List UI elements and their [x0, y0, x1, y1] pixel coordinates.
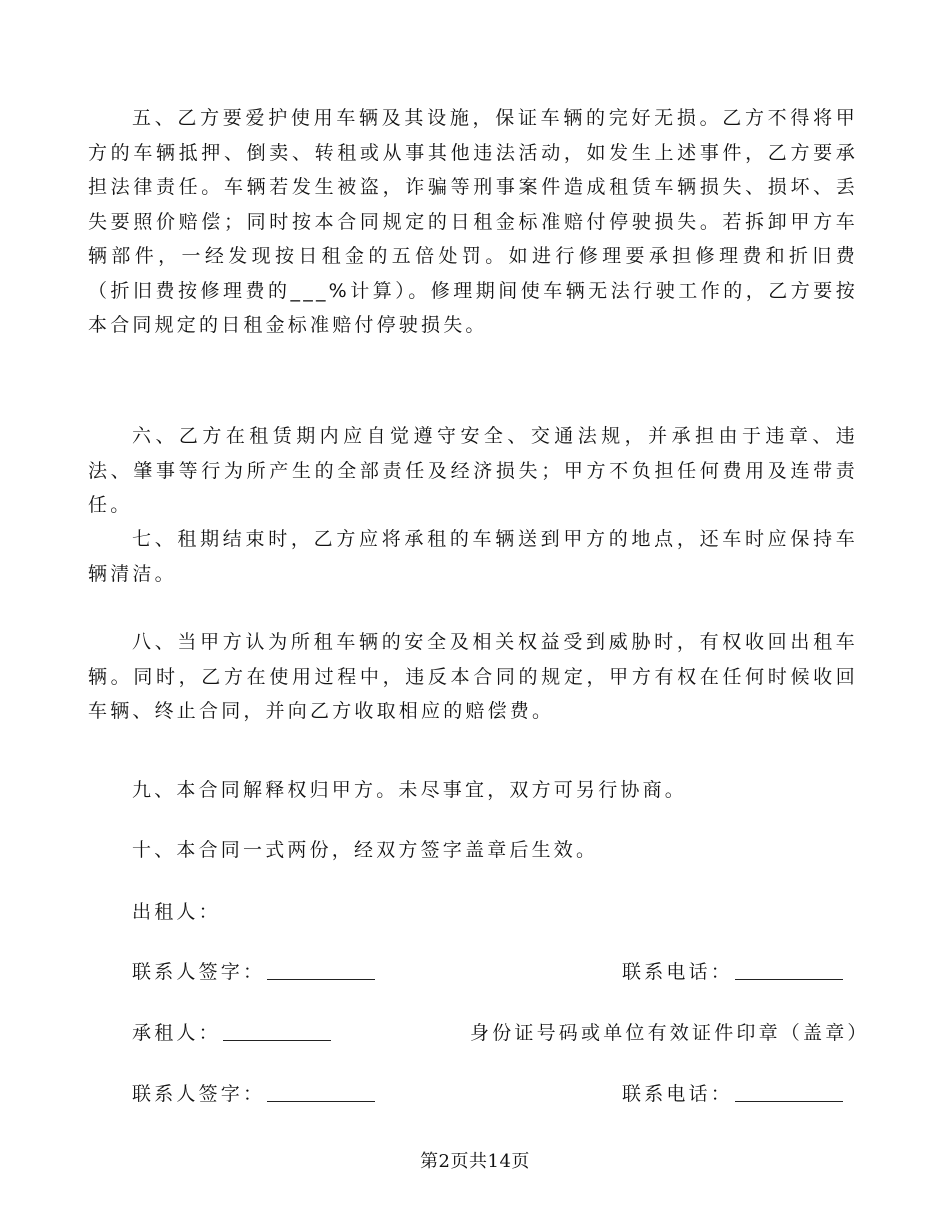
lessee-row	[132, 1021, 331, 1045]
contact-sign-blank[interactable]	[267, 961, 375, 980]
lessee-label: 承租人：	[132, 1022, 221, 1044]
contact-phone-label: 联系电话：	[622, 1083, 734, 1105]
clause-9: 九、本合同解释权归甲方。未尽事宜，双方可另行协商。	[132, 779, 688, 801]
contact-sign-row-1	[132, 960, 375, 984]
clause-8: 八、当甲方认为所租车辆的安全及相关权益受到威胁时，有权收回出租车辆。同时，乙方在使用过程中，违反本合同的规定，甲方有权在任何时候收回车辆、终止合同，并向乙方收取相应的赔偿费。	[88, 631, 858, 722]
lessee-blank[interactable]	[223, 1022, 331, 1041]
page-number: 第2页共14页	[420, 1151, 530, 1172]
clause-6: 六、乙方在租赁期内应自觉遵守安全、交通法规，并承担由于违章、违法、肇事等行为所产生的全部责任及经济损失；甲方不负担任何费用及连带责任。	[88, 425, 858, 516]
contact-phone-blank[interactable]	[735, 961, 843, 980]
contact-phone-label: 联系电话：	[622, 961, 734, 983]
contact-sign-row-2	[132, 1082, 375, 1106]
contact-sign-blank[interactable]	[267, 1083, 375, 1102]
contact-sign-label: 联系人签字：	[132, 961, 266, 983]
contact-phone-row-2	[622, 1082, 843, 1106]
clause-5: 五、乙方要爱护使用车辆及其设施，保证车辆的完好无损。乙方不得将甲方的车辆抵押、倒卖、转租或从事其他违法活动，如发生上述事件，乙方要承担法律责任。车辆若发生被盗，诈骗等刑事案件造成租赁车辆损失、损坏、丢失要照价赔偿；同时按本合同规定的日租金标准赔付停驶损失。若拆卸甲方车辆部件，一经发现按日租金的五倍处罚。如进行修理要承担修理费和折旧费（折旧费按修理费的___%计算）。修理期间使车辆无法行驶工作的，乙方要按本合同规定的日租金标准赔付停驶损失。	[88, 107, 858, 336]
contact-phone-row-1	[622, 960, 843, 984]
id-seal-label: 身份证号码或单位有效证件印章（盖章）	[470, 1022, 870, 1044]
clause-7: 七、租期结束时，乙方应将承租的车辆送到甲方的地点，还车时应保持车辆清洁。	[88, 528, 858, 585]
contact-phone-blank[interactable]	[735, 1083, 843, 1102]
contact-sign-label: 联系人签字：	[132, 1083, 266, 1105]
lessor-label: 出租人：	[132, 901, 221, 923]
clause-10: 十、本合同一式两份，经双方签字盖章后生效。	[132, 839, 599, 861]
